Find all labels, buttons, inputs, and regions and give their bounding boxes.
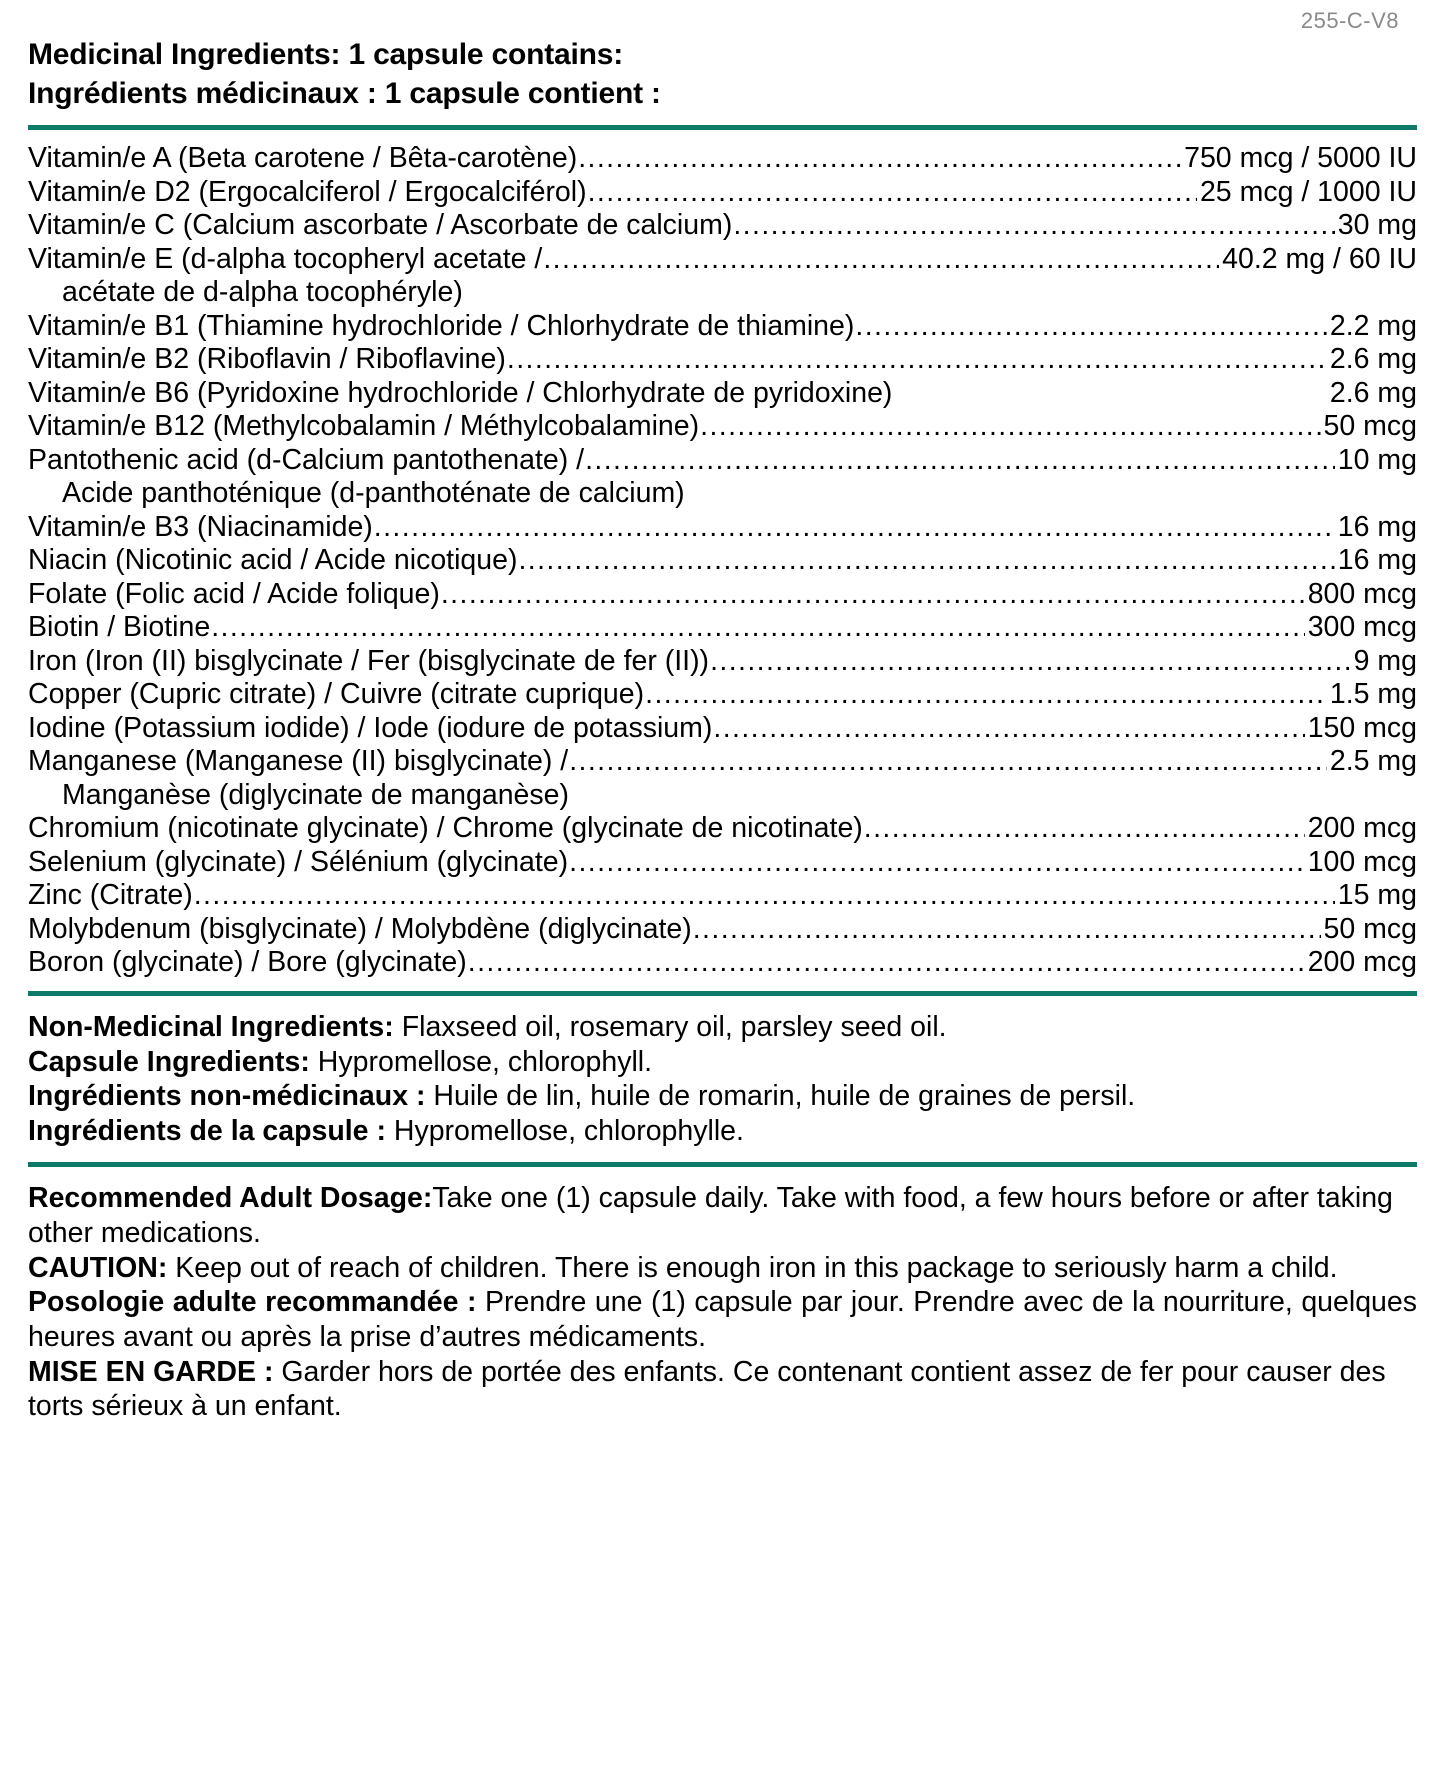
dot-leader	[468, 946, 1305, 979]
ingredient-name: Manganese (Manganese (II) bisglycinate) /	[28, 745, 569, 778]
divider-top	[28, 125, 1417, 130]
ingredient-row	[28, 310, 1417, 343]
ingredient-name: Vitamin/e B12 (Methylcobalamin / Méthylcobalamine)	[28, 410, 700, 443]
ingredient-name: Vitamin/e A (Beta carotene / Bêta-carotène)	[28, 142, 578, 175]
ingredient-name: Vitamin/e B2 (Riboflavin / Riboflavine)	[28, 343, 506, 376]
dosage-label: CAUTION:	[28, 1251, 168, 1284]
ingredient-row	[28, 846, 1417, 879]
ingredient-amount: 300 mcg	[1307, 611, 1417, 644]
dosage-text: Keep out of reach of children. There is enough iron in this package to seriously harm a child.	[167, 1251, 1338, 1284]
ingredient-amount: 2.6 mg	[1329, 376, 1417, 409]
dosage-label: MISE EN GARDE :	[28, 1355, 274, 1388]
ingredient-amount: 30 mg	[1337, 209, 1417, 242]
dot-leader	[693, 913, 1321, 946]
ingredient-amount: 200 mcg	[1307, 812, 1417, 845]
ingredient-name: Molybdenum (bisglycinate) / Molybdène (diglycinate)	[28, 912, 692, 945]
ingredient-row	[28, 812, 1417, 845]
ingredient-amount: 15 mg	[1337, 879, 1417, 912]
ingredient-row	[28, 377, 1417, 410]
dot-leader	[713, 712, 1304, 745]
dot-leader	[585, 444, 1335, 477]
non-medicinal-text: Flaxseed oil, rosemary oil, parsley seed oil.	[393, 1011, 947, 1044]
ingredient-row	[28, 444, 1417, 477]
ingredient-amount: 50 mcg	[1323, 912, 1417, 945]
dot-leader	[507, 343, 1327, 376]
ingredient-amount: 2.6 mg	[1329, 343, 1417, 376]
non-medicinal-label: Ingrédients non-médicinaux :	[28, 1080, 426, 1113]
ingredient-name: Vitamin/e C (Calcium ascorbate / Ascorbate de calcium)	[28, 209, 733, 242]
dosage-paragraph	[28, 1181, 1417, 1250]
ingredient-row	[28, 645, 1417, 678]
non-medicinal-text: Huile de lin, huile de romarin, huile de graines de persil.	[425, 1080, 1136, 1113]
dosage-text: Prendre une (1) capsule par jour. Prendre avec de la nourriture, quelques heures avant ou après la prise d’autres médicaments.	[28, 1286, 1418, 1353]
dot-leader	[211, 611, 1304, 644]
ingredient-name: Vitamin/e B1 (Thiamine hydrochloride / Chlorhydrate de thiamine)	[28, 309, 855, 342]
ingredient-row	[28, 946, 1417, 979]
ingredient-amount: 25 mcg / 1000 IU	[1199, 175, 1417, 208]
non-medicinal-label: Capsule Ingredients:	[28, 1045, 310, 1078]
ingredient-row	[28, 142, 1417, 175]
non-medicinal-paragraph	[28, 1114, 1417, 1148]
dosage-paragraph	[28, 1251, 1417, 1286]
product-code: 255-C-V8	[1300, 8, 1399, 33]
ingredient-row	[28, 879, 1417, 912]
ingredient-name: Biotin / Biotine	[28, 611, 211, 644]
medicinal-heading	[28, 36, 1417, 113]
ingredient-name: Boron (glycinate) / Bore (glycinate)	[28, 946, 467, 978]
ingredient-row	[28, 209, 1417, 242]
non-medicinal-paragraph	[28, 1079, 1417, 1113]
dot-leader	[700, 410, 1320, 443]
divider-lower	[28, 1162, 1417, 1167]
dot-leader	[578, 142, 1181, 175]
dot-leader	[733, 209, 1334, 242]
ingredient-name: Chromium (nicotinate glycinate) / Chrome (glycinate de nicotinate)	[28, 812, 863, 845]
dot-leader	[864, 812, 1305, 845]
dot-leader	[855, 310, 1326, 343]
dot-leader	[710, 645, 1351, 678]
ingredient-name: Vitamin/e B6 (Pyridoxine hydrochloride / Chlorhydrate de pyridoxine)	[28, 376, 893, 409]
ingredient-row	[28, 410, 1417, 443]
ingredient-row	[28, 243, 1417, 276]
medicinal-heading-en: Medicinal Ingredients: 1 capsule contains:	[28, 38, 624, 71]
ingredient-row	[28, 611, 1417, 644]
ingredient-name: Vitamin/e D2 (Ergocalciferol / Ergocalciférol)	[28, 175, 587, 208]
dot-leader	[645, 678, 1327, 711]
ingredient-amount: 9 mg	[1353, 644, 1417, 677]
ingredient-row	[28, 343, 1417, 376]
medicinal-ingredients-list	[28, 142, 1417, 979]
divider-middle	[28, 991, 1417, 996]
medicinal-heading-fr: Ingrédients médicinaux : 1 capsule contient :	[28, 76, 661, 110]
ingredient-name: Vitamin/e B3 (Niacinamide)	[28, 510, 373, 543]
ingredient-amount: 100 mcg	[1307, 845, 1417, 878]
dosage-paragraph	[28, 1285, 1417, 1354]
ingredient-name: Niacin (Nicotinic acid / Acide nicotique)	[28, 544, 518, 577]
dot-leader	[569, 846, 1305, 879]
ingredient-row	[28, 176, 1417, 209]
dot-leader	[518, 544, 1334, 577]
dot-leader	[543, 243, 1219, 276]
non-medicinal-paragraph	[28, 1045, 1417, 1079]
ingredient-amount: 2.5 mg	[1329, 745, 1417, 778]
ingredient-name-continuation: Acide panthoténique (d-panthoténate de calcium)	[62, 477, 685, 510]
ingredient-amount: 10 mg	[1337, 443, 1417, 476]
ingredient-row	[28, 745, 1417, 778]
ingredient-name-continuation: acétate de d-alpha tocophéryle)	[62, 276, 463, 309]
dosage-text: Take one (1) capsule daily. Take with food, a few hours before or after taking other medications.	[28, 1182, 1393, 1250]
ingredient-name: Pantothenic acid (d-Calcium pantothenate) /	[28, 443, 585, 476]
ingredient-row	[28, 578, 1417, 611]
dosage-and-caution-block	[28, 1181, 1417, 1423]
dot-leader	[374, 511, 1335, 544]
ingredient-row	[28, 913, 1417, 946]
ingredient-amount: 40.2 mg / 60 IU	[1222, 242, 1417, 275]
ingredient-name: Iodine (Potassium iodide) / Iode (iodure de potassium)	[28, 711, 713, 744]
ingredient-amount: 800 mcg	[1307, 577, 1417, 610]
dosage-label: Posologie adulte recommandée :	[28, 1286, 477, 1319]
dot-leader	[569, 745, 1327, 778]
non-medicinal-label: Ingrédients de la capsule :	[28, 1114, 386, 1147]
dot-leader	[441, 578, 1305, 611]
non-medicinal-text: Hypromellose, chlorophylle.	[385, 1114, 744, 1147]
ingredient-amount: 2.2 mg	[1329, 309, 1417, 342]
dot-leader	[588, 176, 1197, 209]
non-medicinal-paragraph	[28, 1010, 1417, 1044]
ingredient-row	[28, 678, 1417, 711]
ingredient-amount: 750 mcg / 5000 IU	[1184, 142, 1417, 175]
ingredient-amount: 150 mcg	[1307, 711, 1417, 744]
ingredient-row	[28, 544, 1417, 577]
ingredient-row	[28, 712, 1417, 745]
non-medicinal-label: Non-Medicinal Ingredients:	[28, 1011, 394, 1044]
dosage-label: Recommended Adult Dosage:	[28, 1182, 433, 1215]
ingredient-amount: 200 mcg	[1307, 946, 1417, 978]
ingredient-row	[28, 511, 1417, 544]
ingredient-name-continuation: Manganèse (diglycinate de manganèse)	[62, 778, 569, 811]
dosage-text: Garder hors de portée des enfants. Ce contenant contient assez de fer pour causer des torts sérieux à un enfant.	[28, 1355, 1386, 1423]
ingredient-name: Folate (Folic acid / Acide folique)	[28, 577, 440, 610]
ingredient-name: Zinc (Citrate)	[28, 879, 193, 912]
ingredient-amount: 1.5 mg	[1329, 678, 1417, 711]
ingredient-name: Copper (Cupric citrate) / Cuivre (citrate cuprique)	[28, 678, 645, 711]
ingredient-name: Selenium (glycinate) / Sélénium (glycinate)	[28, 845, 569, 878]
ingredient-name: Iron (Iron (II) bisglycinate / Fer (bisglycinate de fer (II))	[28, 644, 710, 677]
dosage-paragraph	[28, 1355, 1417, 1424]
ingredient-amount: 16 mg	[1337, 510, 1417, 543]
ingredient-name: Vitamin/e E (d-alpha tocopheryl acetate /	[28, 242, 543, 275]
non-medicinal-ingredients-block	[28, 1010, 1417, 1148]
dot-leader	[194, 879, 1335, 912]
ingredient-amount: 16 mg	[1337, 544, 1417, 577]
non-medicinal-text: Hypromellose, chlorophyll.	[309, 1045, 653, 1078]
ingredient-amount: 50 mcg	[1323, 410, 1417, 443]
